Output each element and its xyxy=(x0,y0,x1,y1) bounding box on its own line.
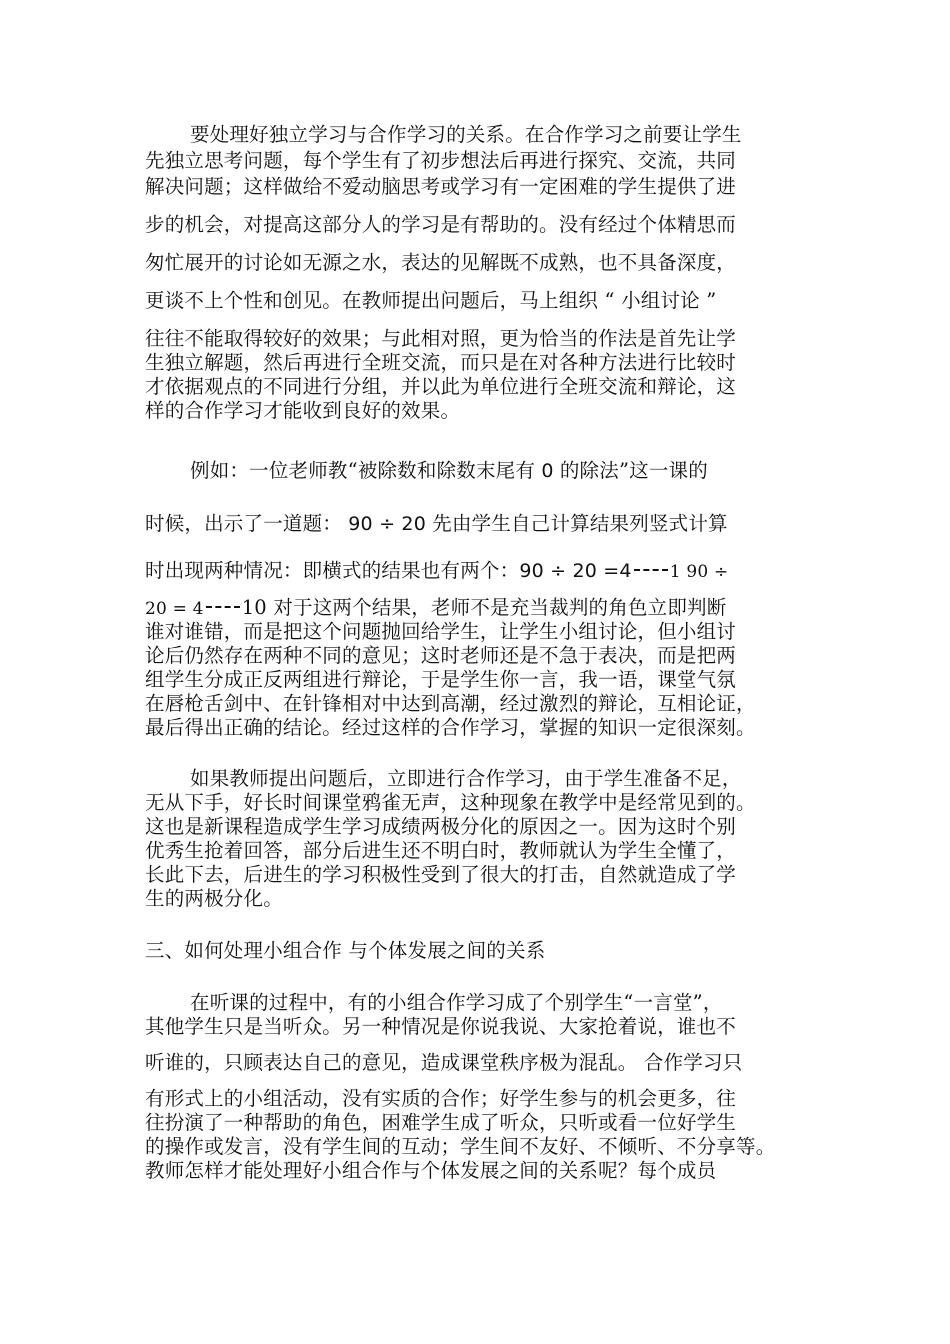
p3-line-1: 如果教师提出问题后，立即进行合作学习，由于学生准备不足， xyxy=(190,767,742,790)
p2-line-4-a: 20 = 4 xyxy=(145,599,204,619)
p4-line-4: 有形式上的小组活动，没有实质的合作；好学生参与的机会更多，往 xyxy=(145,1087,737,1110)
p1-line-6: 更谈不上个性和创见。在教师提出问题后，马上组织 “ 小组讨论 ” xyxy=(145,289,717,312)
p3-line-4: 优秀生抢着回答，部分后进生还不明白时，教师就认为学生全懂了， xyxy=(145,839,737,862)
p3-line-2: 无从下手，好长时间课堂鸦雀无声，这种现象在教学中是经常见到的。 xyxy=(145,791,756,814)
p2-line-6: 论后仍然存在两种不同的意见；这时老师还是不急于表决，而是把两 xyxy=(145,644,737,667)
p1-line-8: 生独立解题，然后再进行全班交流，而只是在对各种方法进行比较时 xyxy=(145,351,737,374)
p2-line-2 xyxy=(145,511,728,537)
p2-line-2-b: 先由学生自己计算结果列竖式计算 xyxy=(432,512,728,535)
p4-line-1: 在听课的过程中，有的小组合作学习成了个别学生“一言堂”， xyxy=(190,991,723,1014)
p1-line-5: 匆忙展开的讨论如无源之水，表达的见解既不成熟，也不具备深度， xyxy=(145,251,737,274)
p1-line-1: 要处理好独立学习与合作学习的关系。在合作学习之前要让学生 xyxy=(190,123,742,146)
p2-line-7: 组学生分成正反两组进行辩论，于是学生你一言，我一语，课堂气氛 xyxy=(145,668,737,691)
p4-line-5: 往扮演了一种帮助的角色，困难学生成了听众，只听或看一位好学生 xyxy=(145,1111,737,1134)
p2-line-3-b: 1 90 ÷ xyxy=(669,562,729,582)
p4-line-7: 教师怎样才能处理好小组合作与个体发展之间的关系呢？每个成员 xyxy=(145,1159,717,1182)
p2-line-4-b: 10 对于这两个结果，老师不是充当裁判的角色立即判断 xyxy=(241,596,727,619)
p2-line-9: 最后得出正确的结论。经过这样的合作学习，掌握的知识一定很深刻。 xyxy=(145,716,756,739)
p2-line-4 xyxy=(145,595,726,622)
p2-line-1-a: 例如：一位老师教“被除数和除数末尾有 xyxy=(190,459,536,482)
dashed-rule xyxy=(634,569,668,571)
p4-line-2: 其他学生只是当听众。另一种情况是你说我说、大家抢着说，谁也不 xyxy=(145,1015,737,1038)
p1-line-10: 样的合作学习才能收到良好的效果。 xyxy=(145,399,461,422)
p2-line-1 xyxy=(190,458,708,484)
p2-line-1-b: 的除法”这一课的 xyxy=(559,459,708,482)
p2-line-5: 谁对谁错，而是把这个问题抛回给学生，让学生小组讨论，但小组讨 xyxy=(145,620,737,643)
p1-line-9: 才依据观点的不同进行分组，并以此为单位进行全班交流和辩论，这 xyxy=(145,375,737,398)
p2-line-2-expr: 90 ÷ 20 xyxy=(342,513,433,535)
p1-line-4: 步的机会，对提高这部分人的学习是有帮助的。没有经过个体精思而 xyxy=(145,213,737,236)
section-heading: 三、如何处理小组合作 与个体发展之间的关系 xyxy=(145,939,546,962)
p2-line-8: 在唇枪舌剑中、在针锋相对中达到高潮，经过激烈的辩论，互相论证， xyxy=(145,692,756,715)
p3-line-3: 这也是新课程造成学生学习成绩两极分化的原因之一。因为这时个别 xyxy=(145,815,737,838)
p2-line-3-expr: 90 ÷ 20 =4 xyxy=(519,560,632,582)
p1-line-2: 先独立思考问题，每个学生有了初步想法后再进行探究、交流，共同 xyxy=(145,149,737,172)
p4-line-6: 的操作或发言，没有学生间的互动；学生间不友好、不倾听、不分享等。 xyxy=(145,1135,776,1158)
p2-line-3-a: 时出现两种情况：即横式的结果也有两个： xyxy=(145,559,520,582)
p1-line-7: 往往不能取得较好的效果；与此相对照，更为恰当的作法是首先让学 xyxy=(145,327,737,350)
p2-line-3 xyxy=(145,558,728,585)
p1-line-3: 解决问题；这样做给不爱动脑思考或学习有一定困难的学生提供了进 xyxy=(145,175,737,198)
p3-line-5: 长此下去，后进生的学习积极性受到了很大的打击，自然就造成了学 xyxy=(145,863,737,886)
p4-line-3: 听谁的，只顾表达自己的意见，造成课堂秩序极为混乱。 合作学习只 xyxy=(145,1051,743,1074)
dashed-rule xyxy=(206,606,240,608)
p2-line-2-a: 时候，出示了一道题： xyxy=(145,512,343,535)
p2-line-1-num: 0 xyxy=(535,460,560,482)
p3-line-6: 生的两极分化。 xyxy=(145,887,283,910)
